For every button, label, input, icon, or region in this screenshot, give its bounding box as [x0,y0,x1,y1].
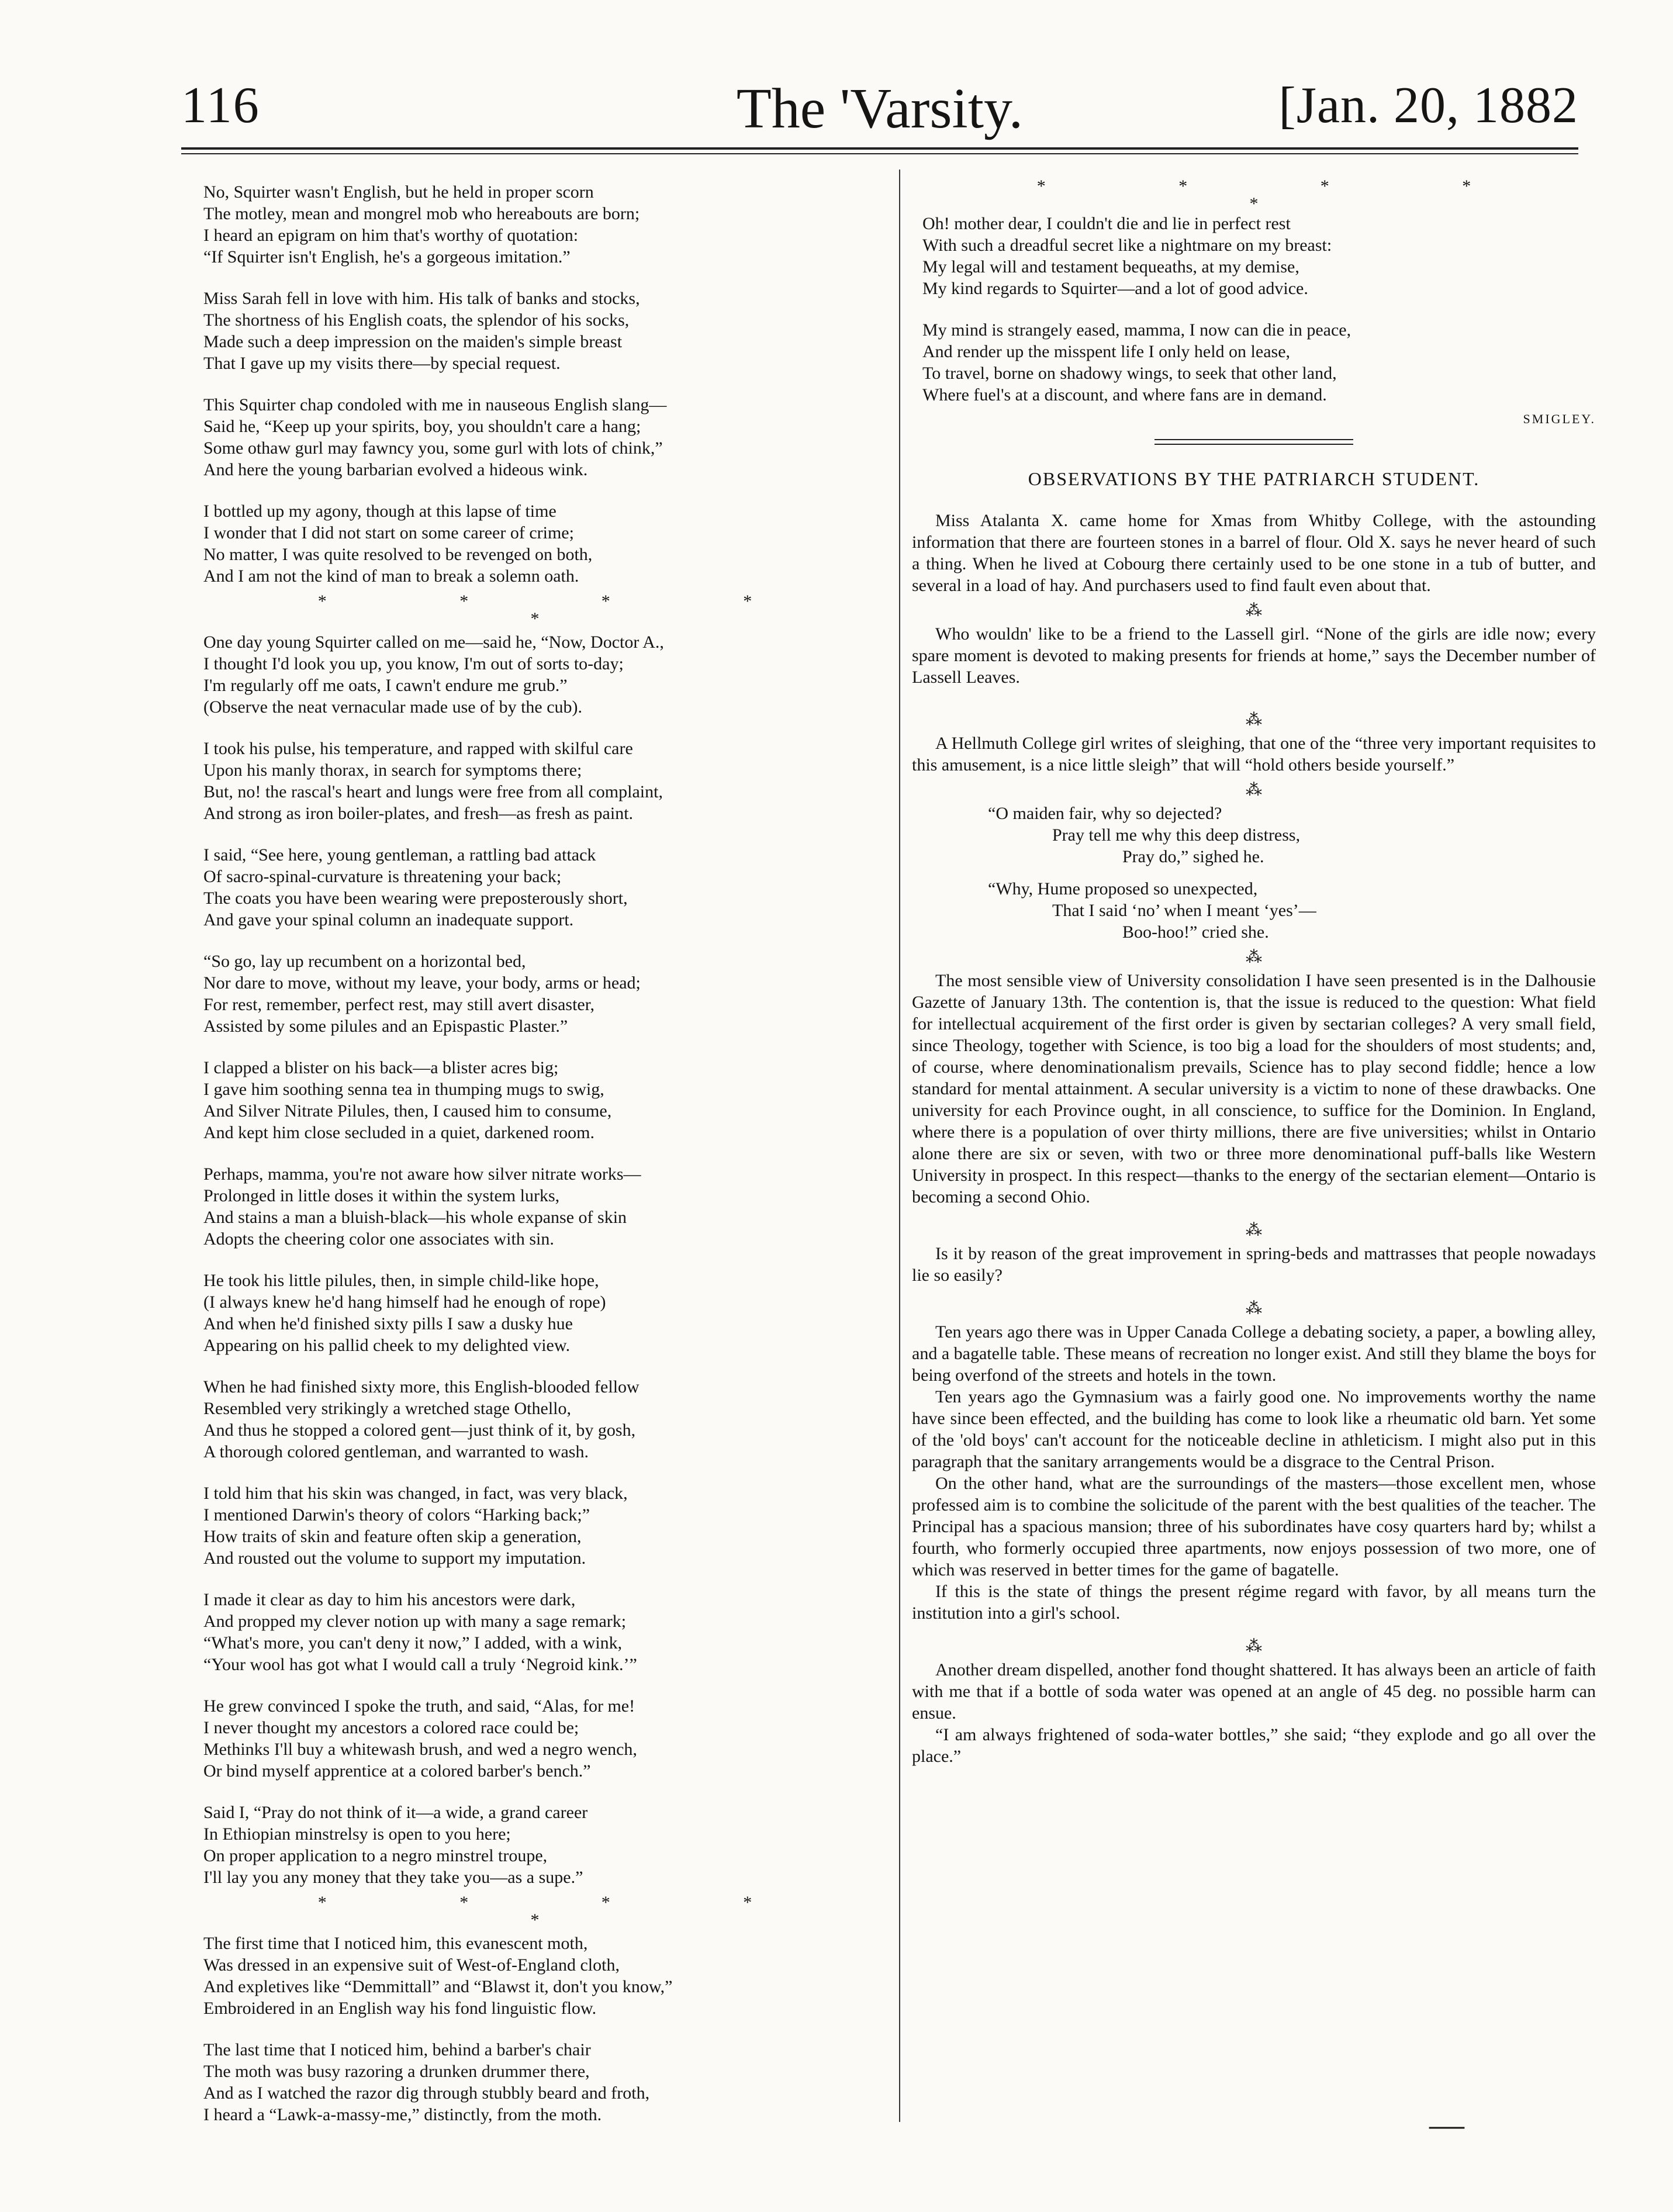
poem-line: He took his little pilules, then, in simple child-like hope, [203,1271,599,1290]
poem-stanza [203,500,877,587]
article-paragraph: Another dream dispelled, another fond thought shattered. It has always been an article of faith with me that if a bottle of soda water was opened at an angle of 45 deg. no possible harm can ensue. [912,1660,1596,1723]
asterism: ⁂ [1246,602,1262,620]
poem-stanza [203,288,877,374]
poem-line: And kept him close secluded in a quiet, darkened room. [203,1123,594,1142]
poem-line: And expletives like “Demmittall” and “Blawst it, don't you know,” [203,1977,673,1996]
poem-line: I gave him soothing senna tea in thumping mugs to swig, [203,1080,604,1099]
article-paragraph: Ten years ago there was in Upper Canada College a debating society, a paper, a bowling alley, and a bagatelle table. These means of recreation no longer exist. And still they blame the boys for being overfond of the streets and hotels in the town. [912,1322,1596,1385]
page-header [181,76,1578,158]
poem-stanza [922,213,1596,299]
poem-line: I bottled up my agony, though at this lapse of time [203,502,556,521]
asterism: ⁂ [1246,1299,1262,1318]
poem-line: I never thought my ancestors a colored race could be; [203,1718,579,1737]
poem-line: Or bind myself apprentice at a colored barber's bench.” [203,1761,591,1781]
poem-line: “So go, lay up recumbent on a horizontal bed, [203,952,526,971]
poem-line: I made it clear as day to him his ancestors were dark, [203,1590,576,1609]
poem-line: My legal will and testament bequeaths, at my demise, [922,257,1299,276]
article-paragraph: Ten years ago the Gymnasium was a fairly good one. No improvements worthy the name have since been effected, and the building has come to look like a rheumatic old barn. Yet some of the 'old boys' can't account for the noticeable decline in athleticism. I might also put in this paragraph that the sanitary arrangements would be a disgrace to the Central Prison. [912,1387,1596,1471]
poem-line: That I gave up my visits there—by special request. [203,354,561,373]
poem-stanza [203,2039,877,2125]
poem-line: In Ethiopian minstrelsy is open to you here; [203,1824,511,1844]
poem-line: Methinks I'll buy a whitewash brush, and wed a negro wench, [203,1740,637,1759]
poem-line: Some othaw gurl may fawncy you, some gurl with lots of chink,” [203,438,663,458]
verse-block [912,803,1596,943]
poem-line: I heard a “Lawk-a-massy-me,” distinctly, from the moth. [203,2105,602,2124]
poem-stanza [203,844,877,931]
section-rule [1154,444,1353,445]
poem-line: When he had finished sixty more, this English-blooded fellow [203,1377,640,1397]
poem-line: For rest, remember, perfect rest, may still avert disaster, [203,995,595,1014]
poem-line: And thus he stopped a colored gent—just think of it, by gosh, [203,1420,636,1440]
right-column [912,175,1596,1767]
left-column [193,181,877,2145]
poem-line: How traits of skin and feature often skip a generation, [203,1527,582,1546]
article-paragraph: On the other hand, what are the surroundings of the masters—those excellent men, whose professed aim is to combine the solicitude of the parent with the best qualities of the teacher. The Principal has a spacious mansion; three of his subordinates have cosy quarters hard by; whilst a fourth, who formerly occupied three apartments, now enjoys possession of two more, one of which was reserved in better times for the game of bagatelle. [912,1474,1596,1579]
poem-line: The motley, mean and mongrel mob who hereabouts are born; [203,204,640,223]
poem-line: With such a dreadful secret like a nightmare on my breast: [922,236,1332,255]
dash-ornament: — [1429,2105,1464,2144]
poem-line: I clapped a blister on his back—a blister acres big; [203,1058,559,1077]
poem-stanza [203,738,877,824]
poem-line: I'm regularly off me oats, I cawn't endure me grub.” [203,676,568,695]
poem-line: He grew convinced I spoke the truth, and said, “Alas, for me! [203,1696,635,1716]
poem-line: But, no! the rascal's heart and lungs were free from all complaint, [203,782,663,801]
poem-line: Oh! mother dear, I couldn't die and lie in perfect rest [922,214,1291,233]
article-paragraph: A Hellmuth College girl writes of sleighing, that one of the “three very important requisites to this amusement, is a nice little sleigh” that will “hold others beside yourself.” [912,734,1596,775]
poem-line: Was dressed in an expensive suit of West-of-England cloth, [203,1955,620,1975]
poem-line: The last time that I noticed him, behind a barber's chair [203,2040,591,2059]
verse-line: Pray tell me why this deep distress, [1052,825,1301,845]
article-paragraph: Is it by reason of the great improvement in spring-beds and mattrasses that people nowadays lie so easily? [912,1244,1596,1285]
poem-line: Prolonged in little doses it within the system lurks, [203,1186,560,1205]
poem-line: This Squirter chap condoled with me in nauseous English slang— [203,395,667,414]
masthead-title: The 'Varsity. [736,77,1024,140]
poem-line: A thorough colored gentleman, and warranted to wash. [203,1442,589,1461]
verse-line: That I said ‘no’ when I meant ‘yes’— [1052,901,1316,920]
poem-line: Embroidered in an English way his fond linguistic flow. [203,1999,597,2018]
poem-line: Said I, “Pray do not think of it—a wide, a grand career [203,1803,588,1822]
poem-line: And render up the misspent life I only held on lease, [922,342,1291,361]
column-divider [899,170,900,2122]
stanza-separator: * * * * * [317,1893,817,1930]
poem-line: One day young Squirter called on me—said he, “Now, Doctor A., [203,633,664,652]
poem-line: The shortness of his English coats, the splendor of his socks, [203,310,630,330]
poem-line: Nor dare to move, without my leave, your body, arms or head; [203,973,641,993]
poem-stanza [203,1057,877,1143]
poem-stanza [203,1802,877,1888]
poem-line: And Silver Nitrate Pilules, then, I caused him to consume, [203,1101,612,1121]
asterism: ⁂ [1246,948,1262,966]
poem-line: And as I watched the razor dig through stubbly beard and froth, [203,2083,650,2103]
asterism: ⁂ [1246,711,1262,729]
poem-line: Appearing on his pallid cheek to my delighted view. [203,1336,571,1355]
poem-stanza [203,951,877,1037]
poem-stanza [203,1695,877,1782]
poem-line: The moth was busy razoring a drunken drummer there, [203,2062,590,2081]
asterism: ⁂ [1246,1637,1262,1655]
poem-line: The coats you have been wearing were preposterously short, [203,889,628,908]
signature: SMIGLEY. [1523,412,1596,426]
poem-line: And I am not the kind of man to break a solemn oath. [203,566,579,586]
verse-line: “O maiden fair, why so dejected? [988,804,1222,823]
poem-stanza [203,1589,877,1675]
asterism: ⁂ [1246,781,1262,799]
poem-line: I wonder that I did not start on some career of crime; [203,523,574,542]
header-rule-thin [181,153,1578,154]
poem-line: And stains a man a bluish-black—his whole expanse of skin [203,1208,627,1227]
poem-line: Perhaps, mamma, you're not aware how silver nitrate works— [203,1164,641,1184]
article-paragraph: Who wouldn' like to be a friend to the Lassell girl. “None of the girls are idle now; every spare moment is devoted to making presents for friends at home,” says the December number of Lassell Leaves. [912,624,1596,687]
page-number: 116 [181,77,260,134]
poem-line: And here the young barbarian evolved a hideous wink. [203,460,588,479]
poem-stanza [203,631,877,718]
poem-line: And rousted out the volume to support my imputation. [203,1549,586,1568]
poem-line: Made such a deep impression on the maiden's simple breast [203,332,623,351]
poem-line: (Observe the neat vernacular made use of by the cub). [203,697,583,717]
poem-stanza [203,1270,877,1356]
poem-line: The first time that I noticed him, this evanescent moth, [203,1934,588,1953]
poem-stanza [203,1933,877,2019]
header-rule [181,147,1578,150]
poem-line: I took his pulse, his temperature, and rapped with skilful care [203,739,633,758]
poem-line: Assisted by some pilules and an Epispastic Plaster.” [203,1017,568,1036]
poem-line: Adopts the cheering color one associates with sin. [203,1229,554,1249]
verse-line: “Why, Hume proposed so unexpected, [988,879,1258,898]
poem-line: No matter, I was quite resolved to be revenged on both, [203,545,593,564]
poem-line: (I always knew he'd hang himself had he enough of rope) [203,1292,606,1312]
poem-line: “If Squirter isn't English, he's a gorgeous imitation.” [203,247,571,267]
stanza-separator: * * * * * [317,592,817,628]
poem-stanza [203,1163,877,1250]
poem-stanza [922,319,1596,406]
poem-line: “Your wool has got what I would call a truly ‘Negroid kink.’” [203,1655,637,1674]
poem-stanza [203,181,877,268]
poem-line: Of sacro-spinal-curvature is threatening your back; [203,867,562,886]
poem-line: Where fuel's at a discount, and where fans are in demand. [922,385,1327,405]
poem-line: I thought I'd look you up, you know, I'm out of sorts to-day; [203,654,624,673]
poem-line: I told him that his skin was changed, in fact, was very black, [203,1484,628,1503]
poem-line: My kind regards to Squirter—and a lot of good advice. [922,279,1308,298]
poem-line: And gave your spinal column an inadequate support. [203,910,574,929]
asterism: ⁂ [1246,1221,1262,1239]
poem-line: I'll lay you any money that they take you—as a supe.” [203,1868,583,1887]
poem-line: To travel, borne on shadowy wings, to seek that other land, [922,364,1337,383]
section-rule [1154,439,1353,440]
article-paragraph: If this is the state of things the present régime regard with favor, by all means turn the institution into a girl's school. [912,1582,1596,1623]
article-paragraph: The most sensible view of University consolidation I have seen presented is in the Dalhousie Gazette of January 13th. The contention is, that the issue is reduced to the question: What field for intellectual acquirement of the first order is given by sectarian colleges? A very small field, since Theology, together with Science, is too big a load for the shoulders of most students; and, of course, where denominationalism prevails, Science has to play second fiddle; hence a low standard for mental attainment. A secular university is a victim to none of these drawbacks. One university for each Province ought, in all conscience, to suffice for the Dominion. In England, where there is a population of over thirty millions, there are five universities; whilst in Ontario alone there are six or seven, with two or three more denominational puff-balls like Western University in prospect. In this respect—thanks to the energy of the sectarian element—Ontario is becoming a second Ohio. [912,971,1596,1207]
section-title: OBSERVATIONS BY THE PATRIARCH STUDENT. [1028,468,1480,489]
issue-date: [Jan. 20, 1882 [1278,77,1578,134]
stanza-separator: * * * * * [1036,177,1536,213]
poem-line: I said, “See here, young gentleman, a rattling bad attack [203,845,596,865]
poem-line: My mind is strangely eased, mamma, I now can die in peace, [922,320,1351,340]
poem-stanza [203,1482,877,1569]
article-paragraph: “I am always frightened of soda-water bottles,” she said; “they explode and go all over the place.” [912,1725,1596,1766]
verse-line: Pray do,” sighed he. [1122,847,1264,866]
poem-line: I heard an epigram on him that's worthy of quotation: [203,226,579,245]
poem-line: I mentioned Darwin's theory of colors “Harking back;” [203,1505,590,1525]
article-paragraph: Miss Atalanta X. came home for Xmas from Whitby College, with the astounding information that there are fourteen stones in a barrel of flour. Old X. says he never heard of such a thing. When he lived at Cobourg there certainly used to be one stone in a tub of butter, and several in a load of hay. And purchasers used to find fault even about that. [912,511,1596,595]
poem-line: And when he'd finished sixty pills I saw a dusky hue [203,1314,573,1333]
poem-line: Miss Sarah fell in love with him. His talk of banks and stocks, [203,289,640,308]
poem-stanza [203,1376,877,1463]
poem-line: Upon his manly thorax, in search for symptoms there; [203,761,582,780]
poem-line: Resembled very strikingly a wretched stage Othello, [203,1399,571,1418]
poem-stanza [203,394,877,481]
poem-line: And propped my clever notion up with many a sage remark; [203,1612,627,1631]
poem-line: And strong as iron boiler-plates, and fresh—as fresh as paint. [203,804,634,823]
poem-line: No, Squirter wasn't English, but he held in proper scorn [203,182,594,202]
verse-line: Boo-hoo!” cried she. [1122,922,1269,942]
poem-line: Said he, “Keep up your spirits, boy, you shouldn't care a hang; [203,417,641,436]
poem-line: On proper application to a negro minstrel troupe, [203,1846,548,1865]
poem-line: “What's more, you can't deny it now,” I added, with a wink, [203,1633,623,1653]
